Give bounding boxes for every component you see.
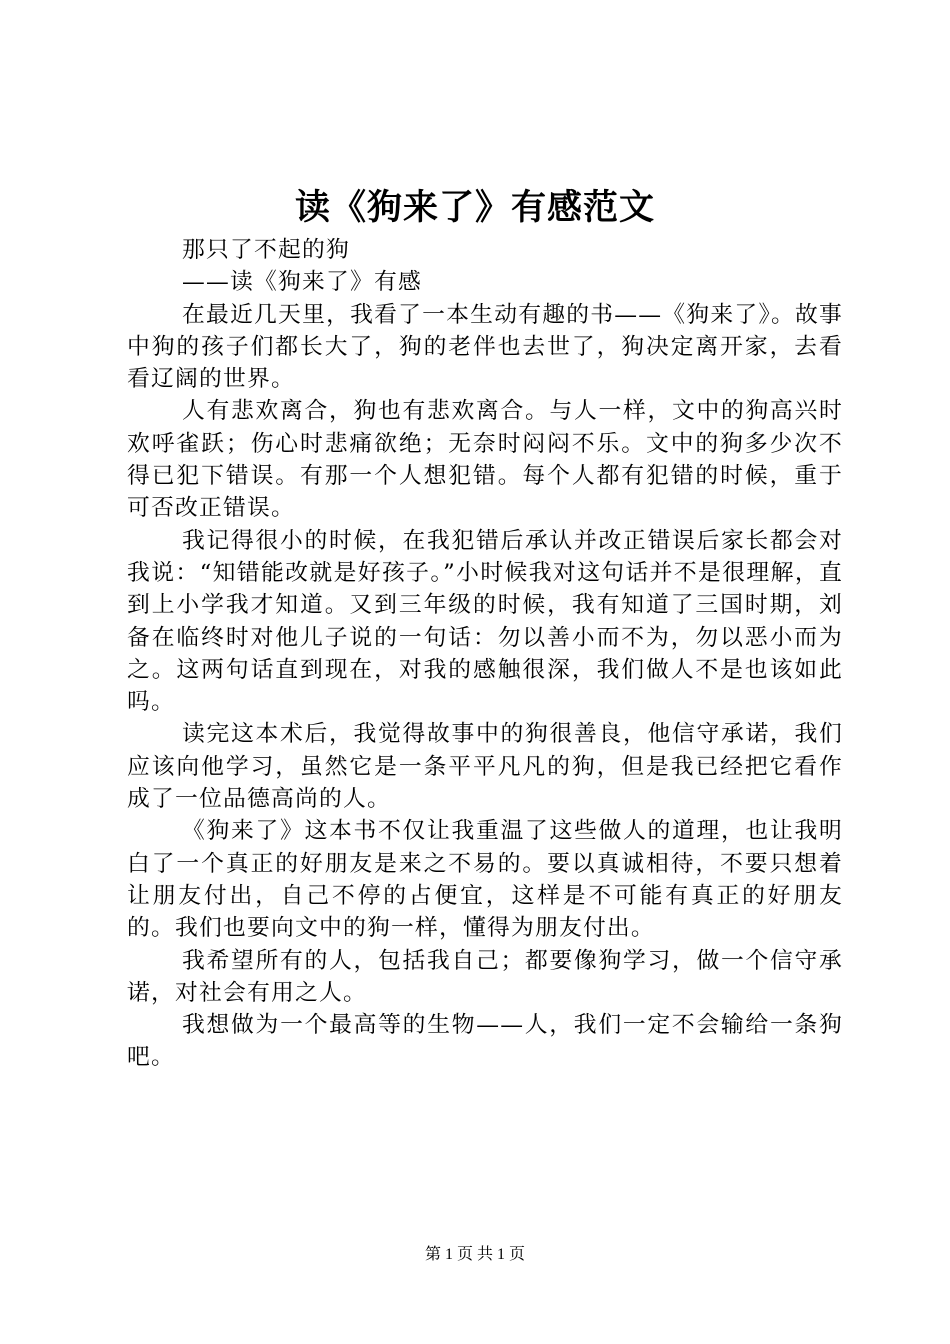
page-footer: 第 1 页 共 1 页	[424, 1246, 525, 1263]
paragraph: 《狗来了》这本书不仅让我重温了这些做人的道理，也让我明白了一个真正的好朋友是来之不易的。要以真诚相待，不要只想着让朋友付出，自己不停的占便宜，这样是不可能有真正的好朋友的。我们也要向文中的狗一样，懂得为朋友付出。	[127, 818, 843, 942]
subtitle-line: 那只了不起的狗	[182, 237, 350, 263]
paragraph: 我记得很小的时候，在我犯错后承认并改正错误后家长都会对我说：“知错能改就是好孩子。”小时候我对这句话并不是很理解，直到上小学我才知道。又到三年级的时候，我有知道了三国时期，刘备在临终时对他儿子说的一句话：勿以善小而不为，勿以恶小而为之。这两句话直到现在，对我的感触很深，我们做人不是也该如此吗。	[127, 527, 843, 716]
document-body	[127, 234, 843, 1074]
paragraph: 人有悲欢离合，狗也有悲欢离合。与人一样，文中的狗高兴时欢呼雀跃；伤心时悲痛欲绝；无奈时闷闷不乐。文中的狗多少次不得已犯下错误。有那一个人想犯错。每个人都有犯错的时候，重于可否改正错误。	[127, 398, 843, 522]
document-title: 读《狗来了》有感范文	[294, 187, 655, 228]
paragraph: 我想做为一个最高等的生物——人，我们一定不会输给一条狗吧。	[127, 1012, 843, 1071]
paragraph: 我希望所有的人，包括我自己；都要像狗学习，做一个信守承诺，对社会有用之人。	[127, 947, 843, 1006]
paragraph: 读完这本术后，我觉得故事中的狗很善良，他信守承诺，我们应该向他学习，虽然它是一条平平凡凡的狗，但是我已经把它看作成了一位品德高尚的人。	[127, 721, 843, 813]
subheading-line: ——读《狗来了》有感	[182, 269, 422, 296]
paragraph: 在最近几天里，我看了一本生动有趣的书——《狗来了》。故事中狗的孩子们都长大了，狗的老伴也去世了，狗决定离开家，去看看辽阔的世界。	[127, 301, 843, 393]
